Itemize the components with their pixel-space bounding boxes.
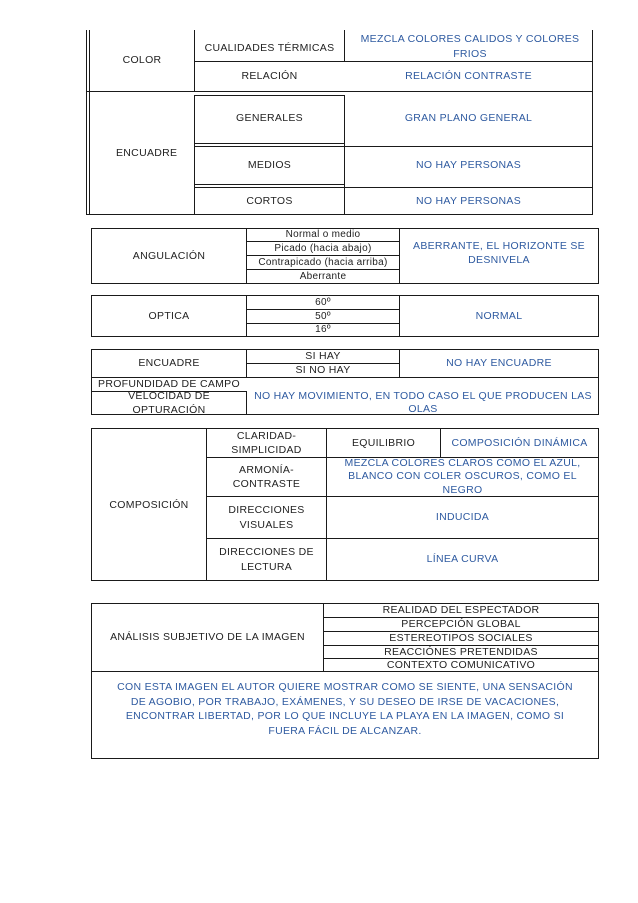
angle-option: Aberrante	[299, 270, 347, 282]
subjective-conclusion: CON ESTA IMAGEN EL AUTOR QUIERE MOSTRAR COMO SE SIENTE, UNA SENSACIÓN DE AGOBIO, POR TRABAJO, EXÁMENES, Y SU DESEO DE IRSE DE VACACIONES, ENCONTRAR LIBERTAD, POR LO QUE INCLUYE LA PLAYA EN LA IMAGEN, COMO SI FUERA FÁCIL DE ALCANZAR.	[117, 681, 573, 738]
optics-value: NORMAL	[475, 309, 523, 322]
framing-medium-value: NO HAY PERSONAS	[415, 158, 522, 171]
visual-directions-label: DIRECCIONES VISUALES	[228, 504, 305, 531]
subjective-item: REACCIÓNES PRETENDIDAS	[384, 645, 538, 658]
frame-value: NO HAY ENCUADRE	[446, 357, 552, 370]
angle-option: Normal o medio	[285, 229, 361, 241]
balance-label: EQUILIBRIO	[351, 436, 416, 449]
framing-medium-label: MEDIOS	[247, 158, 292, 171]
frame-option: SI HAY	[305, 350, 341, 363]
harmony-label: ARMONÍA-CONTRASTE	[232, 463, 301, 490]
angle-option: Picado (hacia abajo)	[274, 242, 372, 254]
framing-general-value: GRAN PLANO GENERAL	[404, 112, 533, 125]
subjective-analysis-label: ANÁLISIS SUBJETIVO DE LA IMAGEN	[110, 631, 305, 644]
relation-label: RELACIÓN	[241, 70, 298, 83]
harmony-value: MEZCLA COLORES CLAROS COMO EL AZUL, BLANCO CON COLER OSCUROS, COMO EL NEGRO	[344, 456, 581, 496]
subjective-item: CONTEXTO COMUNICATIVO	[386, 658, 536, 671]
frame-label: ENCUADRE	[138, 357, 200, 370]
frame-option: SI NO HAY	[295, 364, 351, 377]
optics-label: OPTICA	[148, 309, 190, 322]
thermal-qualities-value: MEZCLA COLORES CALIDOS Y COLORES FRIOS	[360, 33, 580, 60]
subjective-item: ESTEREOTIPOS SOCIALES	[389, 632, 533, 645]
framing-short-value: NO HAY PERSONAS	[415, 194, 522, 207]
optics-option: 60º	[315, 296, 331, 308]
balance-value: COMPOSICIÓN DINÁMICA	[451, 436, 588, 449]
framing-label: ENCUADRE	[116, 146, 178, 159]
shutter-speed-value: NO HAY MOVIMIENTO, EN TODO CASO EL QUE PRODUCEN LAS OLAS	[254, 389, 592, 415]
optics-option: 16º	[315, 324, 331, 336]
framing-general-label: GENERALES	[236, 112, 303, 125]
angle-label: ANGULACIÓN	[132, 249, 206, 262]
thermal-qualities-label: CUALIDADES TÉRMICAS	[204, 41, 335, 54]
reading-directions-value: LÍNEA CURVA	[426, 553, 499, 566]
angle-value: ABERRANTE, EL HORIZONTE SE DESNIVELA	[413, 239, 585, 266]
shutter-speed-label: VELOCIDAD DE OPTURACIÓN	[128, 389, 210, 416]
subjective-item: REALIDAD DEL ESPECTADOR	[382, 604, 540, 617]
clarity-label: CLARIDAD-SIMPLICIDAD	[231, 429, 302, 456]
angle-option: Contrapicado (hacia arriba)	[258, 256, 388, 268]
framing-short-label: CORTOS	[246, 194, 293, 207]
depth-of-field-label: PROFUNDIDAD DE CAMPO	[98, 378, 240, 391]
composition-label: COMPOSICIÓN	[109, 498, 189, 511]
subjective-item: PERCEPCIÓN GLOBAL	[401, 618, 521, 631]
color-label: COLOR	[122, 53, 162, 66]
visual-directions-value: INDUCIDA	[435, 511, 490, 524]
optics-option: 50º	[315, 310, 331, 322]
reading-directions-label: DIRECCIONES DE LECTURA	[219, 546, 314, 573]
relation-value: RELACIÓN CONTRASTE	[405, 70, 532, 83]
